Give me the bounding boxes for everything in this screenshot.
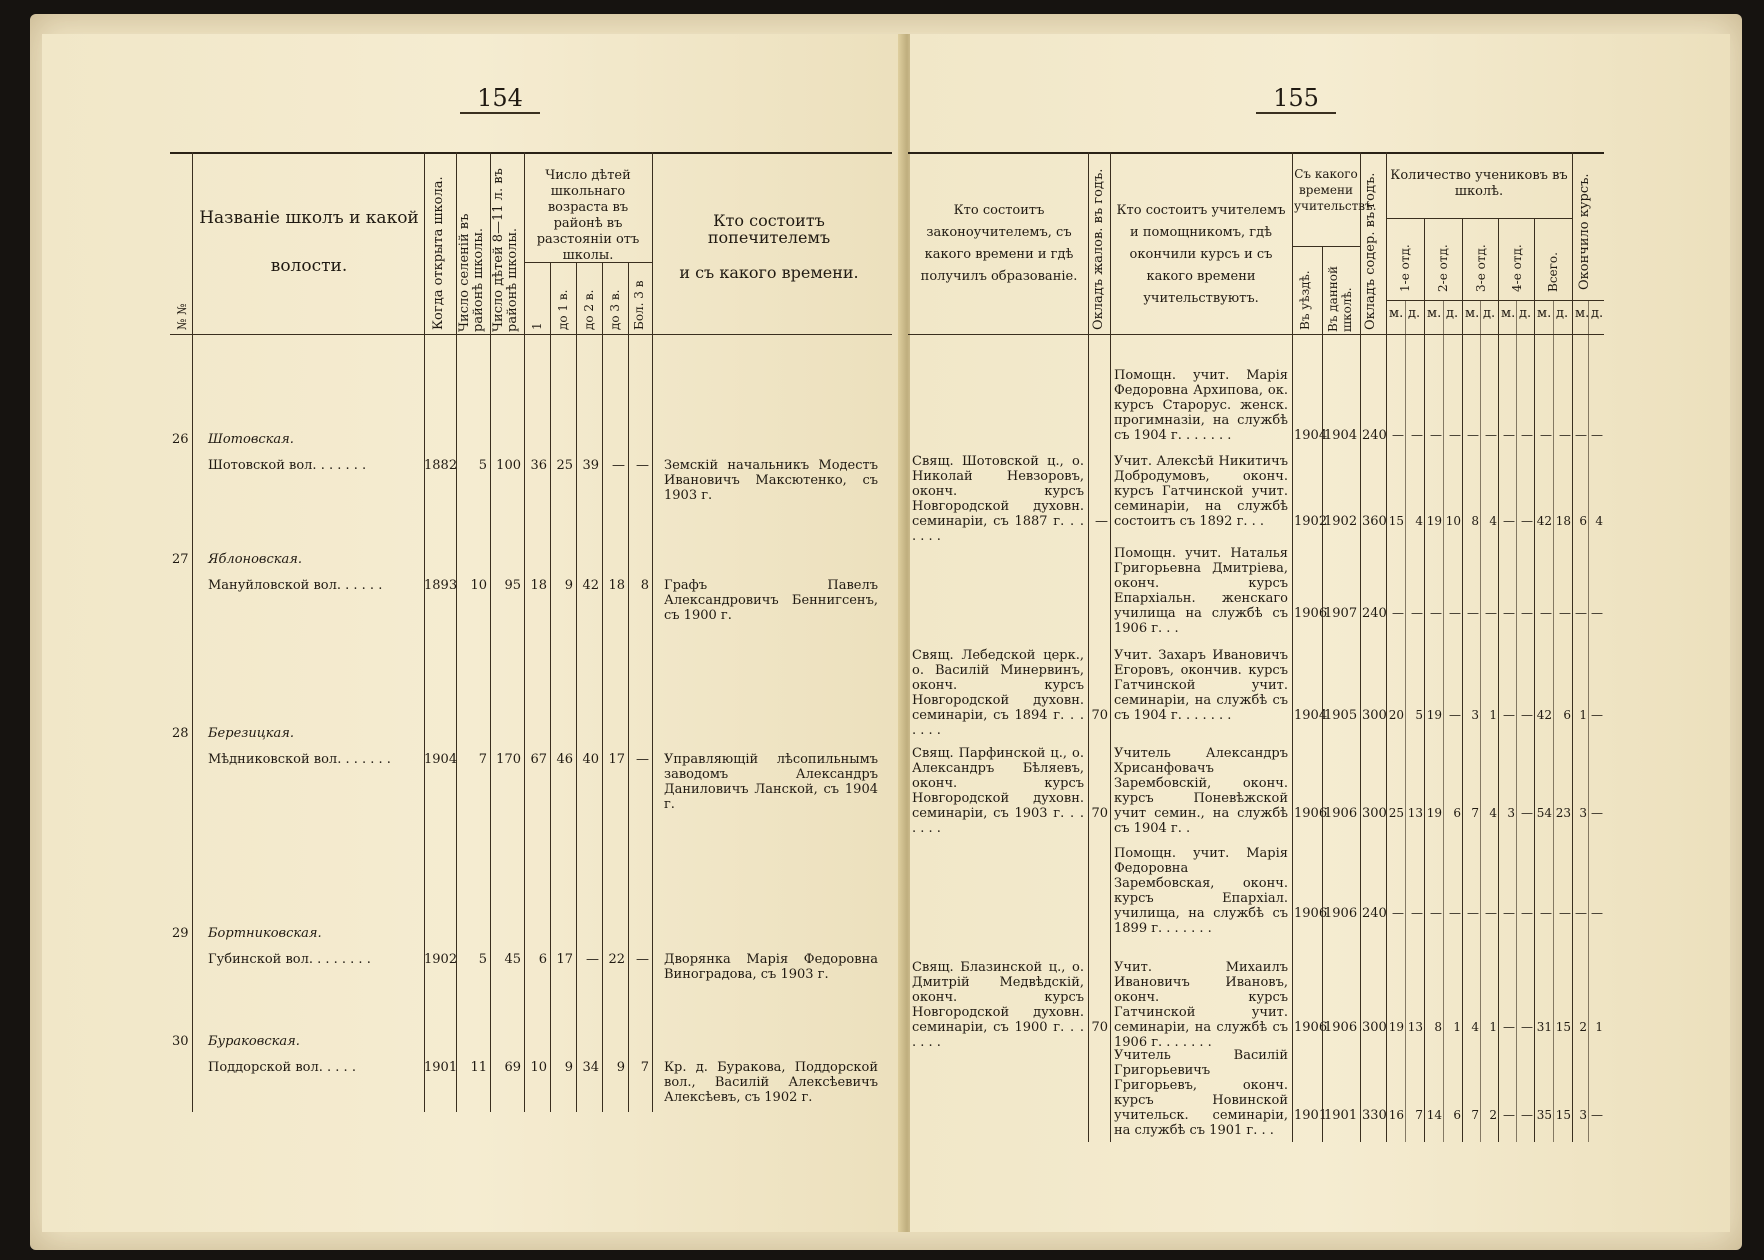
- student-count: —: [1559, 906, 1571, 920]
- student-count: —: [1503, 428, 1515, 442]
- teacher-text: Учит. Алексѣй Никитичъ Добродумовъ, оконч. курсъ Гатчинской учит. семинаріи, на службѣ состоитъ съ 1892 г. . .: [1114, 454, 1288, 529]
- salary-year-value: —: [1095, 514, 1108, 529]
- header-male-col: м.: [1501, 306, 1516, 321]
- salary-content-value: 300: [1362, 708, 1387, 723]
- volost-name: Шотовской вол. . . . . . .: [208, 458, 367, 473]
- row-value-opened: 1893: [424, 578, 458, 593]
- row-value-d3: 9: [616, 1060, 625, 1075]
- row-value-children: 100: [496, 458, 521, 473]
- header-female-col: д.: [1483, 306, 1496, 321]
- student-count: —: [1540, 428, 1552, 442]
- district-name: Бураковская.: [208, 1034, 300, 1049]
- row-value-villages: 5: [478, 952, 487, 967]
- student-count: 7: [1415, 1108, 1423, 1122]
- trustee-text: Дворянка Марія Федоровна Виноградова, съ 1903 г.: [664, 952, 878, 982]
- student-count: 35: [1536, 1108, 1552, 1122]
- since-school-value: 1904: [1324, 428, 1358, 443]
- student-count: 2: [1579, 1020, 1587, 1034]
- student-count: 7: [1471, 806, 1479, 820]
- student-count: 7: [1471, 1108, 1479, 1122]
- row-value-villages: 11: [470, 1060, 487, 1075]
- student-count: —: [1503, 708, 1515, 722]
- student-count: —: [1430, 906, 1442, 920]
- header-since-title: Съ какого времени учительствъ.: [1294, 167, 1377, 213]
- header-salary-year: Окладъ жалов. въ годъ.: [1091, 168, 1106, 330]
- student-count: 4: [1595, 514, 1603, 528]
- volost-name: Поддорской вол. . . . .: [208, 1060, 356, 1075]
- student-count: 20: [1388, 708, 1404, 722]
- row-value-villages: 7: [478, 752, 487, 767]
- col-divider: [1424, 218, 1425, 1142]
- col-divider: [1360, 152, 1361, 1142]
- row-value-d0: 10: [530, 1060, 547, 1075]
- header-trustee-line2: и съ какого времени.: [679, 263, 859, 282]
- student-count: 16: [1388, 1108, 1404, 1122]
- student-count: 15: [1555, 1108, 1571, 1122]
- student-count: 5: [1415, 708, 1423, 722]
- student-count: —: [1559, 428, 1571, 442]
- header-since-school: Въ данной школѣ.: [1326, 265, 1354, 332]
- header-law-teacher: Кто состоитъ законоучителемъ, съ какого времени и гдѣ получилъ образованіе.: [920, 203, 1078, 284]
- salary-content-value: 330: [1362, 1108, 1387, 1123]
- student-count: —: [1503, 906, 1515, 920]
- row-value-d1: 25: [556, 458, 573, 473]
- student-count: —: [1411, 428, 1423, 442]
- student-count: 8: [1471, 514, 1479, 528]
- header-female-col: д.: [1591, 306, 1604, 321]
- student-count: —: [1449, 708, 1461, 722]
- col-divider: [424, 152, 425, 1112]
- header-grade-col: 2-е отд.: [1436, 244, 1450, 292]
- student-count: —: [1392, 606, 1404, 620]
- student-count: —: [1485, 906, 1497, 920]
- student-count: —: [1392, 906, 1404, 920]
- student-count: —: [1503, 514, 1515, 528]
- header-male-col: м.: [1465, 306, 1480, 321]
- student-count: 4: [1489, 806, 1497, 820]
- student-count: 18: [1555, 514, 1571, 528]
- salary-content-value: 240: [1362, 428, 1387, 443]
- student-count: 23: [1555, 806, 1571, 820]
- student-count: 6: [1453, 806, 1461, 820]
- student-count: 4: [1415, 514, 1423, 528]
- trustee-text: Земскій начальникъ Модестъ Ивановичъ Максютенко, съ 1903 г.: [664, 458, 878, 503]
- student-count: 25: [1388, 806, 1404, 820]
- student-count: 54: [1536, 806, 1552, 820]
- student-count: —: [1449, 606, 1461, 620]
- since-school-value: 1905: [1324, 708, 1358, 723]
- since-uezd-value: 1906: [1294, 806, 1328, 821]
- student-count: —: [1521, 1108, 1533, 1122]
- row-value-opened: 1902: [424, 952, 458, 967]
- header-since-uezd: Въ уѣздѣ.: [1298, 270, 1312, 330]
- header-male-col: м.: [1389, 306, 1404, 321]
- header-villages: Число селеній въ районѣ школы.: [457, 213, 486, 332]
- row-value-d2: 39: [582, 458, 599, 473]
- student-count: 19: [1426, 806, 1442, 820]
- student-count: —: [1521, 428, 1533, 442]
- right-top-rule: [908, 152, 1604, 154]
- row-value-d2: 42: [582, 578, 599, 593]
- salary-content-value: 240: [1362, 606, 1387, 621]
- student-count: —: [1591, 906, 1603, 920]
- student-count: 42: [1536, 514, 1552, 528]
- header-teacher-title: Кто состоитъ учителемъ и помощникомъ, гдѣ окончили курсъ и съ какого времени учительствуютъ.: [1116, 203, 1286, 306]
- header-children-8-11: Число дѣтей 8—11 л. въ районѣ школы.: [491, 168, 520, 332]
- since-uezd-value: 1906: [1294, 606, 1328, 621]
- header-distance-col: до 2 в.: [582, 289, 596, 330]
- header-male-col: м.: [1537, 306, 1552, 321]
- row-value-d3: 18: [608, 578, 625, 593]
- since-school-value: 1906: [1324, 806, 1358, 821]
- row-value-children: 69: [504, 1060, 521, 1075]
- header-female-col: д.: [1408, 306, 1421, 321]
- row-value-d4: —: [636, 458, 649, 473]
- student-count: 3: [1579, 806, 1587, 820]
- header-trustee-line1: Кто состоитъ попечителемъ: [707, 211, 831, 247]
- student-count: 1: [1489, 708, 1497, 722]
- since-school-value: 1901: [1324, 1108, 1358, 1123]
- since-school-value: 1907: [1324, 606, 1358, 621]
- row-number: 27: [172, 552, 189, 567]
- row-value-d1: 9: [564, 1060, 573, 1075]
- student-count: —: [1591, 806, 1603, 820]
- student-count: 8: [1434, 1020, 1442, 1034]
- row-value-children: 95: [504, 578, 521, 593]
- district-name: Березицкая.: [208, 726, 295, 741]
- student-count: 6: [1579, 514, 1587, 528]
- law-teacher-text: Свящ. Шотовской ц., о. Николай Невзоровъ, оконч. курсъ Новгородской духовн. семинаріи, съ 1887 г. . . . . . .: [912, 454, 1084, 544]
- law-teacher-text: Свящ. Лебедской церк., о. Василій Минервинъ, оконч. курсъ Новгородской духовн. семинаріи, съ 1894 г. . . . . . .: [912, 648, 1084, 738]
- row-value-opened: 1882: [424, 458, 458, 473]
- student-count: 1: [1489, 1020, 1497, 1034]
- student-count: —: [1521, 606, 1533, 620]
- header-grade-col: Всего.: [1546, 252, 1560, 292]
- row-value-d4: —: [636, 752, 649, 767]
- student-count: 3: [1471, 708, 1479, 722]
- student-count: —: [1521, 514, 1533, 528]
- row-value-d3: 17: [608, 752, 625, 767]
- teacher-text: Помощн. учит. Марія Федоровна Зарембовская, оконч. курсъ Епархіал. училища, на службѣ съ 1899 г. . . . . . .: [1114, 846, 1288, 936]
- left-header-rule: [170, 334, 892, 335]
- row-value-d4: 7: [640, 1060, 649, 1075]
- student-count: 1: [1595, 1020, 1603, 1034]
- student-count: 6: [1563, 708, 1571, 722]
- header-name-line2: волости.: [270, 256, 348, 276]
- teacher-text: Помощн. учит. Наталья Григорьевна Дмитріева, оконч. курсъ Епархіальн. женскаго училища на службѣ съ 1906 г. . .: [1114, 546, 1288, 636]
- district-name: Бортниковская.: [208, 926, 322, 941]
- header-distance-col: до 1 в.: [556, 289, 570, 330]
- teacher-text: Помощн. учит. Марія Федоровна Архипова, ок. курсъ Старорус. женск. прогимназіи, на службѣ съ 1904 г. . . . . . .: [1114, 368, 1288, 443]
- since-school-value: 1906: [1324, 1020, 1358, 1035]
- student-count: 13: [1407, 1020, 1423, 1034]
- student-count: 3: [1579, 1108, 1587, 1122]
- col-divider: [524, 152, 525, 1112]
- row-value-d3: —: [612, 458, 625, 473]
- header-salary-content: Окладъ содер. въ годъ.: [1363, 172, 1378, 330]
- since-uezd-value: 1904: [1294, 428, 1328, 443]
- header-num: № №: [175, 303, 189, 330]
- student-count: 42: [1536, 708, 1552, 722]
- header-students-title: Количество учениковъ въ школѣ.: [1390, 168, 1568, 199]
- student-count: —: [1467, 428, 1479, 442]
- student-count: —: [1521, 806, 1533, 820]
- col-divider: [652, 152, 653, 1112]
- row-value-villages: 5: [478, 458, 487, 473]
- student-count: —: [1503, 606, 1515, 620]
- col-divider: [1498, 218, 1499, 1142]
- row-number: 26: [172, 432, 189, 447]
- student-count: —: [1559, 606, 1571, 620]
- student-count: 6: [1453, 1108, 1461, 1122]
- student-count: —: [1575, 606, 1587, 620]
- row-value-d1: 9: [564, 578, 573, 593]
- row-value-d0: 67: [530, 752, 547, 767]
- row-value-d4: —: [636, 952, 649, 967]
- since-uezd-value: 1902: [1294, 514, 1328, 529]
- col-divider: [1292, 152, 1293, 1142]
- district-name: Яблоновская.: [208, 552, 303, 567]
- col-divider: [1088, 152, 1089, 1142]
- header-distance-col: 1: [530, 322, 544, 330]
- student-count: 14: [1426, 1108, 1442, 1122]
- volost-name: Мануйловской вол. . . . . .: [208, 578, 383, 593]
- subheader-rule: [1386, 218, 1572, 219]
- trustee-text: Графъ Павелъ Александровичъ Беннигсенъ, съ 1900 г.: [664, 578, 878, 623]
- header-distance-col: до 3 в.: [608, 289, 622, 330]
- student-count: 31: [1536, 1020, 1552, 1034]
- student-count: 19: [1426, 708, 1442, 722]
- student-count: —: [1540, 606, 1552, 620]
- left-page-number: 154: [460, 84, 540, 114]
- col-divider: [1462, 218, 1463, 1142]
- since-uezd-value: 1904: [1294, 708, 1328, 723]
- student-count: —: [1467, 906, 1479, 920]
- right-header-rule: [908, 334, 1604, 335]
- student-count: 15: [1555, 1020, 1571, 1034]
- since-uezd-value: 1901: [1294, 1108, 1328, 1123]
- student-count: —: [1411, 906, 1423, 920]
- student-count: 1: [1579, 708, 1587, 722]
- student-count: —: [1503, 1108, 1515, 1122]
- student-count: —: [1521, 708, 1533, 722]
- col-divider: [1110, 152, 1111, 1142]
- student-count: —: [1521, 906, 1533, 920]
- row-value-opened: 1904: [424, 752, 458, 767]
- student-count: 13: [1407, 806, 1423, 820]
- student-count: —: [1575, 906, 1587, 920]
- row-value-d4: 8: [640, 578, 649, 593]
- row-value-d3: 22: [608, 952, 625, 967]
- trustee-text: Кр. д. Буракова, Поддорской вол., Василій Алексѣевичъ Алексѣевъ, съ 1902 г.: [664, 1060, 878, 1105]
- since-school-value: 1902: [1324, 514, 1358, 529]
- header-male-col: м.: [1575, 306, 1590, 321]
- student-count: 10: [1445, 514, 1461, 528]
- header-distance-col: Бол. 3 в: [632, 280, 646, 330]
- row-number: 30: [172, 1034, 189, 1049]
- student-count: 3: [1507, 806, 1515, 820]
- row-value-d2: —: [586, 952, 599, 967]
- student-count: —: [1521, 1020, 1533, 1034]
- col-divider: [550, 262, 551, 1112]
- header-distance-title: Число дѣтей школьнаго возраста въ районѣ въ разстояніи отъ школы.: [536, 168, 640, 263]
- salary-year-value: 70: [1091, 708, 1108, 723]
- salary-content-value: 240: [1362, 906, 1387, 921]
- student-count: —: [1485, 606, 1497, 620]
- row-value-d1: 46: [556, 752, 573, 767]
- row-value-children: 170: [496, 752, 521, 767]
- law-teacher-text: Свящ. Парфинской ц., о. Александръ Бѣляевъ, оконч. курсъ Новгородской духовн. семинаріи, съ 1903 г. . . . . . .: [912, 746, 1084, 836]
- district-name: Шотовская.: [208, 432, 294, 447]
- subheader-rule: [1386, 300, 1604, 301]
- student-count: 19: [1426, 514, 1442, 528]
- student-count: —: [1591, 606, 1603, 620]
- student-count: —: [1430, 428, 1442, 442]
- student-count: —: [1503, 1020, 1515, 1034]
- header-grade-col: 4-е отд.: [1510, 244, 1524, 292]
- row-value-d2: 34: [582, 1060, 599, 1075]
- salary-year-value: 70: [1091, 806, 1108, 821]
- student-count: —: [1430, 606, 1442, 620]
- header-finished: Окончило курсъ.: [1577, 173, 1592, 290]
- row-value-d2: 40: [582, 752, 599, 767]
- header-female-col: д.: [1556, 306, 1569, 321]
- col-divider: [1322, 246, 1323, 1142]
- student-count: —: [1591, 428, 1603, 442]
- since-school-value: 1906: [1324, 906, 1358, 921]
- salary-content-value: 300: [1362, 1020, 1387, 1035]
- volost-name: Мѣдниковской вол. . . . . . .: [208, 752, 391, 767]
- salary-content-value: 360: [1362, 514, 1387, 529]
- teacher-text: Учит. Захаръ Ивановичъ Егоровъ, окончив. курсъ Гатчинской учит. семинаріи, на службѣ съ съ 1904 г. . . . . . .: [1114, 648, 1288, 723]
- student-count: 15: [1388, 514, 1404, 528]
- salary-year-value: 70: [1091, 1020, 1108, 1035]
- student-count: —: [1591, 1108, 1603, 1122]
- header-name-line1: Названіе школъ и какой: [199, 208, 419, 228]
- header-female-col: д.: [1519, 306, 1532, 321]
- student-count: —: [1575, 428, 1587, 442]
- row-number: 28: [172, 726, 189, 741]
- row-value-d0: 36: [530, 458, 547, 473]
- student-count: —: [1591, 708, 1603, 722]
- col-divider: [192, 152, 193, 1112]
- row-value-d1: 17: [556, 952, 573, 967]
- row-value-d0: 6: [538, 952, 547, 967]
- student-count: 4: [1489, 514, 1497, 528]
- student-count: —: [1467, 606, 1479, 620]
- row-value-opened: 1901: [424, 1060, 458, 1075]
- col-divider: [576, 262, 577, 1112]
- student-count: —: [1449, 428, 1461, 442]
- teacher-text: Учитель Василій Григорьевичъ Григорьевъ, оконч. курсъ Новинской учительск. семинаріи, на службѣ съ 1901 г. . .: [1114, 1048, 1288, 1138]
- student-count: —: [1540, 906, 1552, 920]
- student-count: —: [1392, 428, 1404, 442]
- subheader-rule: [1292, 246, 1360, 247]
- row-value-d0: 18: [530, 578, 547, 593]
- header-male-col: м.: [1427, 306, 1442, 321]
- col-divider: [602, 262, 603, 1112]
- student-count: 19: [1388, 1020, 1404, 1034]
- row-value-children: 45: [504, 952, 521, 967]
- law-teacher-text: Свящ. Блазинской ц., о. Дмитрій Медвѣдскій, оконч. курсъ Новгородской духовн. семинаріи, съ 1900 г. . . . . . .: [912, 960, 1084, 1050]
- header-female-col: д.: [1446, 306, 1459, 321]
- row-value-villages: 10: [470, 578, 487, 593]
- student-count: —: [1411, 606, 1423, 620]
- left-top-rule: [170, 152, 892, 154]
- header-grade-col: 3-е отд.: [1474, 244, 1488, 292]
- student-count: 1: [1453, 1020, 1461, 1034]
- col-divider: [1534, 218, 1535, 1142]
- trustee-text: Управляющій лѣсопильнымъ заводомъ Александръ Даниловичъ Ланской, съ 1904 г.: [664, 752, 878, 812]
- col-divider: [628, 262, 629, 1112]
- student-count: 4: [1471, 1020, 1479, 1034]
- salary-content-value: 300: [1362, 806, 1387, 821]
- volost-name: Губинской вол. . . . . . . .: [208, 952, 371, 967]
- header-opened: Когда открыта школа.: [431, 176, 446, 330]
- since-uezd-value: 1906: [1294, 906, 1328, 921]
- row-number: 29: [172, 926, 189, 941]
- student-count: 2: [1489, 1108, 1497, 1122]
- teacher-text: Учитель Александръ Хрисанфовачъ Зарембовскій, оконч. курсъ Поневѣжской учит семин., на службѣ съ 1904 г. .: [1114, 746, 1288, 836]
- since-uezd-value: 1906: [1294, 1020, 1328, 1035]
- teacher-text: Учит. Михаилъ Ивановичъ Ивановъ, оконч. курсъ Гатчинской учит. семинаріи, на службѣ съ 1906 г. . . . . . .: [1114, 960, 1288, 1050]
- student-count: —: [1485, 428, 1497, 442]
- right-page-number: 155: [1256, 84, 1336, 114]
- header-grade-col: 1-е отд.: [1398, 244, 1412, 292]
- student-count: —: [1449, 906, 1461, 920]
